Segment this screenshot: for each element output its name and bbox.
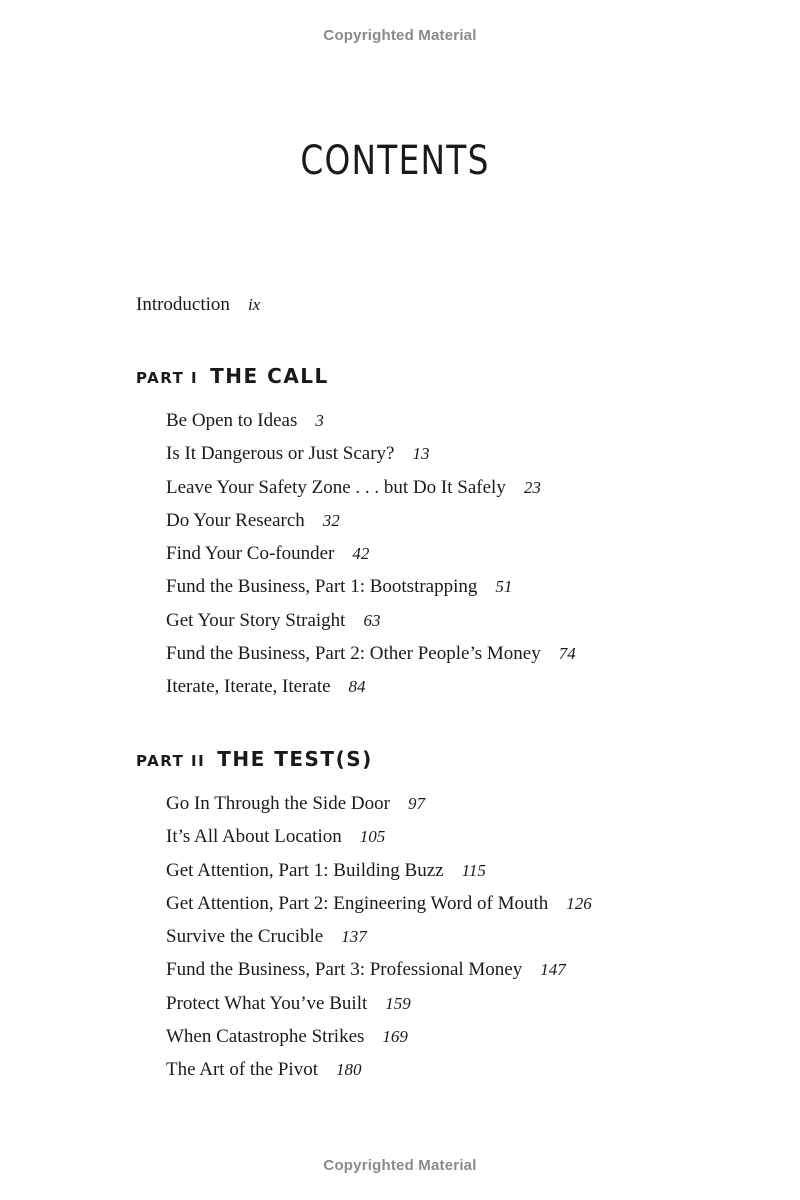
part-label: PART II	[136, 752, 206, 770]
entry-page-number: 23	[523, 477, 541, 497]
entry-page-number: 13	[412, 444, 430, 464]
entry-page-number: 84	[348, 677, 366, 697]
entry-title: Find Your Co-founder	[166, 543, 335, 565]
chapter-title-with-page	[166, 676, 366, 698]
chapter-title-with-page	[166, 576, 512, 598]
entry-page-number: 74	[558, 644, 576, 664]
entry-title: When Catastrophe Strikes	[166, 1026, 365, 1048]
entry-title: Fund the Business, Part 1: Bootstrapping	[166, 576, 478, 598]
entry-page-number: 97	[407, 794, 425, 813]
entry-title: Protect What You’ve Built	[166, 992, 368, 1014]
entry-page-number: 180	[335, 1060, 362, 1080]
entry-title: Fund the Business, Part 3: Professional Money	[166, 959, 523, 981]
entry-page-number: 169	[382, 1027, 408, 1047]
entry-page-number: 32	[322, 510, 340, 530]
part-heading-2	[136, 747, 373, 771]
chapter-title-with-page	[166, 826, 385, 848]
entry-page-number: 147	[540, 960, 566, 980]
entry-title: It’s All About Location	[166, 826, 342, 848]
copyright-watermark-top: Copyrighted Material	[323, 27, 477, 44]
chapter-title-with-page	[166, 959, 566, 981]
chapter-title-with-page	[166, 926, 367, 948]
entry-page-number: 115	[461, 860, 486, 880]
chapter-title-with-page	[166, 793, 425, 815]
entry-page-number: 42	[352, 544, 370, 564]
chapter-title-with-page	[166, 860, 486, 882]
chapter-title-with-page	[166, 410, 324, 432]
part-title: THE TEST(S)	[217, 747, 373, 771]
entry-title: Do Your Research	[166, 509, 305, 531]
chapter-title-with-page	[166, 1026, 408, 1048]
chapter-title-with-page	[166, 510, 340, 532]
chapter-title-with-page	[166, 477, 541, 499]
entry-title: Get Your Story Straight	[166, 609, 346, 631]
entry-title: Be Open to Ideas	[166, 410, 298, 431]
entry-page-number: 159	[385, 993, 411, 1013]
part-label: PART I	[136, 369, 199, 387]
entry-page-number: ix	[247, 295, 261, 314]
entry-page-number: 137	[341, 927, 367, 947]
entry-page-number: 105	[359, 827, 386, 847]
chapter-title-with-page	[166, 610, 380, 632]
entry-title: Survive the Crucible	[166, 926, 324, 948]
chapter-title-with-page	[166, 1059, 361, 1081]
entry-title: Iterate, Iterate, Iterate	[166, 676, 331, 698]
chapter-title-with-page	[166, 443, 429, 465]
toc-entry-introduction[interactable]	[136, 294, 260, 316]
page-title: CONTENTS	[300, 138, 490, 184]
entry-title: Get Attention, Part 1: Building Buzz	[166, 859, 444, 881]
copyright-watermark-bottom: Copyrighted Material	[323, 1157, 477, 1174]
chapter-title-with-page	[166, 643, 576, 665]
entry-title: Is It Dangerous or Just Scary?	[166, 443, 395, 465]
entry-title: Go In Through the Side Door	[166, 793, 390, 814]
entry-page-number: 126	[566, 893, 592, 913]
chapter-title-with-page	[166, 993, 411, 1015]
entry-page-number: 3	[315, 411, 324, 430]
entry-title: Get Attention, Part 2: Engineering Word of Mouth	[166, 892, 549, 914]
part-title: THE CALL	[210, 364, 329, 388]
entry-title: Fund the Business, Part 2: Other People’s Money	[166, 643, 541, 665]
part-heading-1	[136, 364, 329, 388]
chapter-title-with-page	[166, 543, 369, 565]
entry-page-number: 63	[363, 610, 381, 630]
entry-title: Introduction	[136, 294, 230, 315]
entry-title: Leave Your Safety Zone . . . but Do It Safely	[166, 476, 506, 498]
entry-title: The Art of the Pivot	[166, 1059, 318, 1081]
entry-page-number: 51	[495, 577, 513, 597]
chapter-title-with-page	[166, 893, 592, 915]
